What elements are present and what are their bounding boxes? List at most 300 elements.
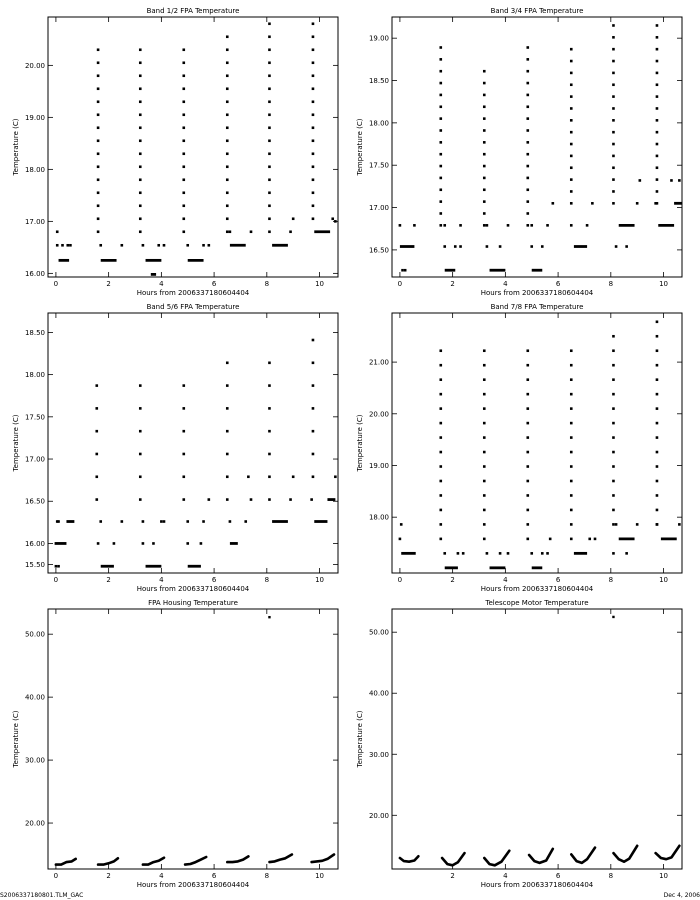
data-point [226,113,229,116]
data-point [636,523,639,526]
data-point [612,407,615,410]
data-point [570,422,573,425]
data-point [483,465,486,468]
data-point [226,230,229,233]
data-point [439,465,442,468]
data-point [526,70,529,73]
data-point [530,245,533,248]
chart-panel-4 [356,303,682,593]
x-tick-label: 4 [503,280,508,288]
data-series-line [56,859,76,865]
data-point [570,107,573,110]
data-point [612,451,615,454]
data-point [570,451,573,454]
data-point [526,494,529,497]
data-point [439,165,442,168]
data-point [334,220,337,223]
data-point [399,538,402,541]
data-point [200,542,203,545]
chart-panel-1 [12,7,338,297]
data-point [570,480,573,483]
data-point [570,48,573,51]
x-tick-label: 10 [315,280,325,288]
data-point [439,349,442,352]
data-series-line [270,855,292,863]
data-point [615,523,618,526]
plot-frame [48,17,338,277]
data-point [612,393,615,396]
data-point [549,538,552,541]
x-tick-label: 6 [555,872,561,880]
data-point [97,139,100,142]
data-point [612,36,615,39]
data-point [530,552,533,555]
data-point [570,523,573,526]
data-point [656,83,659,86]
data-point [97,74,100,77]
data-point [182,204,185,207]
y-tick-label: 16.00 [24,539,45,548]
outlier-point [612,616,614,618]
data-point [526,188,529,191]
data-point [139,430,142,433]
data-point [656,320,659,323]
data-point [526,177,529,180]
y-tick-label: 18.00 [368,119,389,128]
y-axis-label: Temperature (C) [356,710,364,768]
data-point [97,178,100,181]
y-tick-label: 19.00 [368,34,389,43]
data-point [526,153,529,156]
data-point [312,430,315,433]
data-point [526,523,529,526]
x-tick-label: 6 [555,576,561,584]
x-tick-label: 10 [315,576,325,584]
data-point [526,212,529,215]
data-point [612,83,615,86]
data-point [526,224,529,227]
y-tick-label: 19.00 [368,461,389,470]
data-point [612,378,615,381]
data-point [182,430,185,433]
data-point [139,178,142,181]
data-point [226,178,229,181]
data-point [310,498,313,501]
data-point [656,436,659,439]
y-axis-label: Temperature (C) [12,118,20,176]
data-point [56,244,59,247]
data-point [439,200,442,203]
data-point [612,509,615,512]
data-point [182,87,185,90]
data-point [570,143,573,146]
data-point [208,498,211,501]
data-point [95,384,98,387]
data-point [615,245,618,248]
data-point [570,119,573,122]
y-tick-label: 18.00 [24,165,45,174]
data-point [247,475,250,478]
y-axis-label: Temperature (C) [356,414,364,472]
data-point [526,364,529,367]
data-point [656,480,659,483]
data-point [526,117,529,120]
data-point [268,61,271,64]
data-point [244,520,247,523]
y-tick-label: 18.50 [24,328,45,337]
data-point [612,523,615,526]
data-point [312,87,315,90]
data-point [656,178,659,181]
data-point [139,191,142,194]
data-point [208,244,211,247]
data-point [654,202,657,205]
y-tick-label: 20.00 [24,819,45,828]
data-series-line [656,846,680,859]
data-point [439,480,442,483]
chart-title: Band 3/4 FPA Temperature [490,7,584,15]
x-axis-label: Hours from 2006337180604404 [136,585,250,593]
data-series-line [571,848,595,863]
plot-frame [392,17,682,277]
data-point [656,166,659,169]
x-tick-label: 2 [450,872,455,880]
data-point [142,244,145,247]
data-point [312,165,315,168]
data-point [139,61,142,64]
data-point [483,538,486,541]
data-point [612,166,615,169]
data-point [182,230,185,233]
data-point [56,230,59,233]
data-point [483,509,486,512]
data-point [570,393,573,396]
data-point [97,191,100,194]
data-point [483,422,486,425]
data-point [612,202,615,205]
data-point [612,60,615,63]
data-point [61,244,64,247]
data-point [97,152,100,155]
x-tick-label: 0 [53,872,59,880]
x-tick-label: 6 [555,280,561,288]
y-tick-label: 20.00 [368,811,389,820]
data-point [226,362,229,365]
data-point [570,407,573,410]
data-point [612,465,615,468]
data-point [95,453,98,456]
data-point [139,217,142,220]
y-tick-label: 16.00 [24,269,45,278]
footer-filename: S2006337180801.TLM_GAC [0,892,84,899]
y-tick-label: 16.50 [24,497,45,506]
data-point [121,520,124,523]
data-point [570,509,573,512]
data-point [612,72,615,75]
x-tick-label: 10 [659,872,669,880]
data-point [182,152,185,155]
data-point [612,131,615,134]
data-point [499,552,502,555]
data-point [656,393,659,396]
data-point [526,141,529,144]
data-point [55,565,58,568]
y-tick-label: 15.50 [24,561,45,570]
data-point [570,349,573,352]
data-point [612,178,615,181]
chart-panel-3 [12,303,338,593]
data-point [312,22,315,25]
chart-panel-2 [356,7,682,297]
data-point [656,107,659,110]
x-tick-label: 0 [53,576,59,584]
data-point [483,117,486,120]
data-point [439,538,442,541]
data-point [656,349,659,352]
data-point [483,200,486,203]
data-point [268,453,271,456]
data-point [182,61,185,64]
data-point [570,155,573,158]
data-point [182,178,185,181]
data-point [570,72,573,75]
data-point [157,244,160,247]
y-tick-label: 21.00 [368,358,389,367]
data-point [142,520,145,523]
data-point [139,498,142,501]
data-series-line [98,858,118,864]
data-point [439,212,442,215]
x-axis-label: Hours from 2006337180604404 [136,289,250,297]
data-point [439,364,442,367]
data-point [439,70,442,73]
data-point [483,94,486,97]
data-series-line [484,851,509,866]
data-point [268,126,271,129]
data-point [439,105,442,108]
data-point [526,105,529,108]
data-point [656,119,659,122]
data-point [439,422,442,425]
data-point [99,520,102,523]
data-point [226,48,229,51]
x-tick-label: 4 [503,576,508,584]
data-point [612,436,615,439]
data-point [625,245,628,248]
data-point [483,349,486,352]
data-point [226,165,229,168]
data-point [439,509,442,512]
data-point [139,407,142,410]
data-point [163,244,166,247]
data-point [552,202,555,205]
data-point [331,217,334,220]
data-point [312,362,315,365]
data-point [439,46,442,49]
data-point [97,230,100,233]
data-point [226,384,229,387]
chart-title: Band 1/2 FPA Temperature [146,7,240,15]
x-axis-label: Hours from 2006337180604404 [480,289,594,297]
x-tick-label: 8 [608,576,614,584]
x-axis-label: Hours from 2006337180604404 [480,585,594,593]
data-point [656,143,659,146]
data-point [312,339,315,342]
y-tick-label: 17.50 [368,161,389,170]
data-point [312,407,315,410]
x-tick-label: 0 [397,576,403,584]
data-point [486,224,489,227]
data-point [483,70,486,73]
data-point [268,74,271,77]
x-tick-label: 4 [159,872,164,880]
data-point [656,451,659,454]
data-point [226,204,229,207]
data-point [99,244,102,247]
data-point [570,202,573,205]
data-point [413,224,416,227]
data-point [656,494,659,497]
data-point [292,475,295,478]
x-tick-label: 8 [608,872,614,880]
data-point [526,451,529,454]
data-point [570,364,573,367]
data-point [678,523,681,526]
data-point [526,94,529,97]
data-point [507,224,510,227]
data-point [526,200,529,203]
x-tick-label: 10 [315,872,325,880]
data-point [439,58,442,61]
x-tick-label: 4 [503,872,508,880]
data-point [312,100,315,103]
data-point [570,95,573,98]
data-point [312,152,315,155]
data-point [226,217,229,220]
data-point [486,245,489,248]
data-point [612,190,615,193]
data-point [186,542,189,545]
data-point [439,436,442,439]
data-point [268,22,271,25]
data-point [454,245,457,248]
data-point [526,349,529,352]
chart-panel-6 [356,599,682,889]
data-point [226,35,229,38]
footer-date: Dec 4, 2006 [663,892,700,899]
x-tick-label: 0 [53,280,59,288]
data-point [312,61,315,64]
data-series-line [185,857,206,865]
data-point [457,552,460,555]
data-point [439,523,442,526]
data-point [182,191,185,194]
data-point [139,230,142,233]
data-point [97,61,100,64]
data-point [570,538,573,541]
x-tick-label: 2 [450,280,455,288]
x-tick-label: 4 [159,280,164,288]
x-tick-label: 2 [450,576,455,584]
data-point [526,58,529,61]
x-tick-label: 6 [211,576,217,584]
outlier-point [268,616,270,618]
data-point [656,407,659,410]
data-point [97,165,100,168]
data-point [570,190,573,193]
data-point [268,87,271,90]
data-point [612,143,615,146]
data-point [625,552,628,555]
data-point [268,362,271,365]
data-point [526,407,529,410]
data-point [226,152,229,155]
data-point [97,113,100,116]
data-point [483,105,486,108]
data-point [656,465,659,468]
data-point [268,139,271,142]
data-point [656,36,659,39]
data-point [226,74,229,77]
data-point [483,480,486,483]
data-point [483,141,486,144]
data-point [439,82,442,85]
data-point [139,126,142,129]
data-point [541,552,544,555]
data-point [546,552,549,555]
data-point [97,542,100,545]
data-series-line [312,855,334,863]
data-point [656,48,659,51]
data-point [182,113,185,116]
chart-title: Band 5/6 FPA Temperature [146,303,240,311]
data-point [182,126,185,129]
data-point [268,48,271,51]
data-point [139,475,142,478]
data-point [97,48,100,51]
data-point [439,188,442,191]
data-point [570,436,573,439]
data-point [312,475,315,478]
x-tick-label: 4 [159,576,164,584]
data-point [483,165,486,168]
y-axis-label: Temperature (C) [12,414,20,472]
data-point [526,480,529,483]
data-point [97,126,100,129]
data-point [639,179,642,182]
data-point [97,204,100,207]
data-point [439,141,442,144]
data-point [459,224,462,227]
data-point [483,407,486,410]
data-point [570,131,573,134]
data-point [530,224,533,227]
data-point [439,393,442,396]
data-point [268,407,271,410]
x-axis-label: Hours from 2006337180604404 [480,881,594,889]
data-point [526,378,529,381]
data-point [139,384,142,387]
data-point [268,113,271,116]
data-point [268,152,271,155]
data-point [526,465,529,468]
data-point [588,538,591,541]
data-point [312,191,315,194]
y-tick-label: 30.00 [368,750,389,759]
y-tick-label: 18.50 [368,77,389,86]
data-point [526,46,529,49]
data-point [268,165,271,168]
